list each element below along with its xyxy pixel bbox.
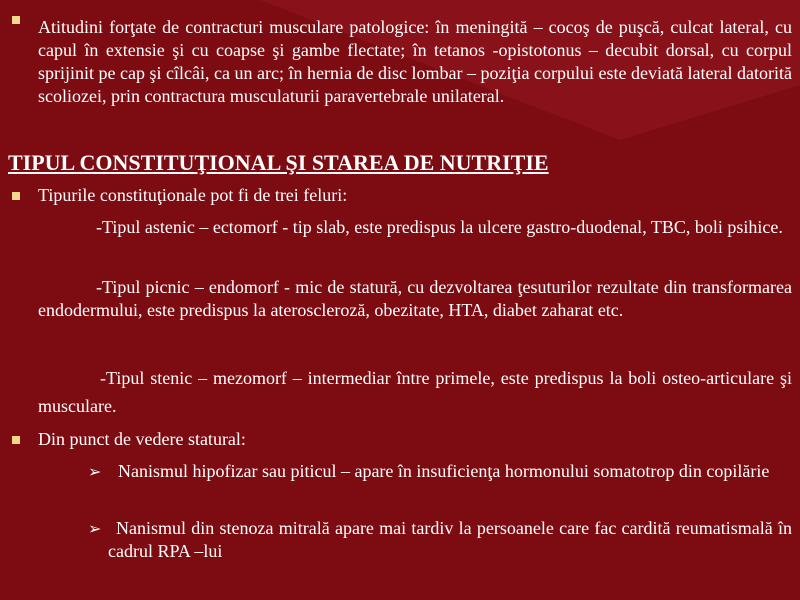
section-heading: TIPUL CONSTITUŢIONAL ŞI STAREA DE NUTRIŢIE	[8, 150, 549, 175]
arrow-bullet-icon: ➢	[88, 462, 102, 481]
square-bullet-icon	[12, 436, 20, 444]
square-bullet-icon	[12, 16, 20, 24]
square-bullet-icon	[12, 192, 20, 200]
paragraph-tip-astenic: -Tipul astenic – ectomorf - tip slab, este predispus la ulcere gastro-duodenal, TBC, boli psihice.	[96, 217, 783, 237]
paragraph-tip-picnic: -Tipul picnic – endomorf - mic de statură, cu dezvoltarea ţesuturilor rezultate din transformarea endodermului, este predispus la ateroscleroză, obezitate, HTA, diabet zaharat etc.	[38, 277, 792, 320]
paragraph-statural: Din punct de vedere statural:	[38, 429, 246, 449]
arrow-bullet-icon: ➢	[88, 519, 102, 538]
paragraph-tipuri: Tipurile constituţionale pot fi de trei feluri:	[38, 185, 348, 205]
sub-item-text: Nanismul din stenoza mitrală apare mai tardiv la persoanele care fac cardită reumatismală în cadrul RPA –lui	[108, 518, 792, 561]
paragraph-tip-stenic: -Tipul stenic – mezomorf – intermediar între primele, este predispus la boli osteo-articulare şi musculare.	[38, 368, 792, 416]
paragraph-atitudini: Atitudini forţate de contracturi musculare patologice: în meningită – cocoş de puşcă, culcat lateral, cu capul în extensie şi cu coapse şi gambe flectate; în tetanos -opistotonus – decubit dorsal, cu corpul sprijinit pe cap şi cîlcâi, ca un arc; în hernia de disc lombar – poziţia corpului este deviată lateral datorită scoliozei, prin contractura musculaturii paravertebrale unilateral.	[38, 17, 792, 106]
sub-item-text: Nanismul hipofizar sau piticul – apare în insuficienţa hormonului somatotrop din copilărie	[118, 461, 770, 481]
